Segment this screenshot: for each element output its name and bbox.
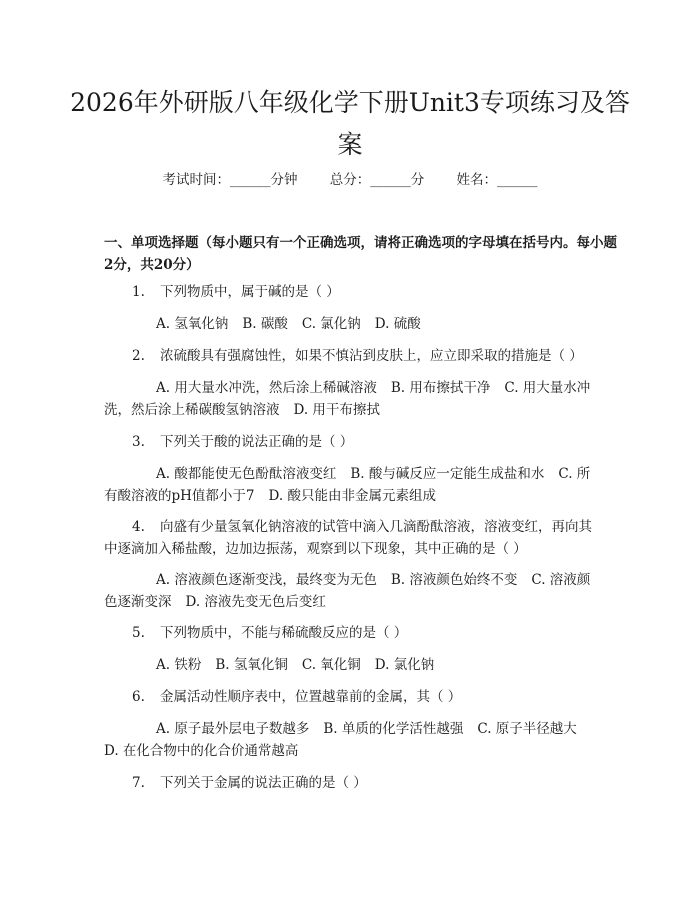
question-text: 向盛有少量氢氧化钠溶液的试管中滴入几滴酚酞溶液，溶液变红，再向其中逐滴加入稀盐酸，边加边振荡，观察到以下现象，其中正确的是（ ） [104,519,592,557]
option-c: C. 氯化钠 [301,316,361,332]
question-1 [104,281,604,303]
question-text: 下列关于酸的说法正确的是（ ） [160,434,354,450]
student-name-field: 姓名：______ [456,172,538,188]
question-number: 1. [132,284,145,300]
option-b: B. 溶液颜色始终不变 [390,572,518,588]
option-b: B. 单质的化学活性越强 [323,721,464,737]
question-number: 4. [132,519,145,535]
exam-info-line [0,170,700,190]
question-text: 下列物质中，不能与稀硫酸反应的是（ ） [160,625,408,641]
option-d: D. 酸只能由非金属元素组成 [268,488,436,504]
question-number: 5. [132,625,145,641]
question-1-options [104,313,602,335]
question-5 [104,622,604,644]
question-text: 下列关于金属的说法正确的是（ ） [160,775,367,791]
question-number: 6. [132,689,145,705]
option-c: C. 所有酸溶液的pH值都小于7 [104,466,591,504]
option-b: B. 酸与碱反应一定能生成盐和水 [350,466,545,482]
option-a: A. 溶液颜色逐渐变浅，最终变为无色 [156,572,377,588]
option-a: A. 原子最外层电子数越多 [156,721,310,737]
question-7 [104,772,604,794]
question-text: 浓硫酸具有强腐蚀性，如果不慎沾到皮肤上，应立即采取的措施是（ ） [160,348,583,364]
option-d: D. 溶液先变无色后变红 [185,594,326,610]
option-d: D. 氯化钠 [374,657,435,673]
option-a: A. 酸都能使无色酚酞溶液变红 [156,466,337,482]
question-6 [104,686,604,708]
question-6-options [104,718,602,762]
question-3-options [104,463,602,507]
option-a: A. 氢氧化钠 [156,316,229,332]
question-5-options [104,654,602,676]
option-a: A. 用大量水冲洗，然后涂上稀碱溶液 [156,380,377,396]
exam-time-field: 考试时间：______分钟 [162,172,298,188]
document-title: 2026年外研版八年级化学下册Unit3专项练习及答案 [70,88,630,159]
question-text: 下列物质中，属于碱的是（ ） [160,284,340,300]
option-d: D. 硫酸 [374,316,421,332]
question-4 [104,516,604,560]
option-a: A. 铁粉 [156,657,202,673]
option-c: C. 原子半径越大 [477,721,577,737]
option-c: C. 用大量水冲洗，然后涂上稀碳酸氢钠溶液 [104,380,591,418]
question-2 [104,345,604,367]
option-c: C. 溶液颜色逐渐变深 [104,572,591,610]
section-heading: 一、单项选择题（每小题只有一个正确选项，请将正确选项的字母填在括号内。每小题2分，共20分） [104,235,617,273]
total-score-field: 总分：______分 [329,172,425,188]
question-number: 7. [132,775,145,791]
option-b: B. 氢氧化铜 [215,657,288,673]
question-number: 2. [132,348,145,364]
question-3 [104,431,604,453]
question-2-options [104,377,602,421]
option-b: B. 用布擦拭干净 [390,380,491,396]
question-4-options [104,569,602,613]
option-c: C. 氧化铜 [301,657,361,673]
option-d: D. 在化合物中的化合价通常越高 [104,743,299,759]
question-number: 3. [132,434,145,450]
option-d: D. 用干布擦拭 [293,402,380,418]
question-text: 金属活动性顺序表中，位置越靠前的金属，其（ ） [160,689,462,705]
option-b: B. 碳酸 [242,316,288,332]
